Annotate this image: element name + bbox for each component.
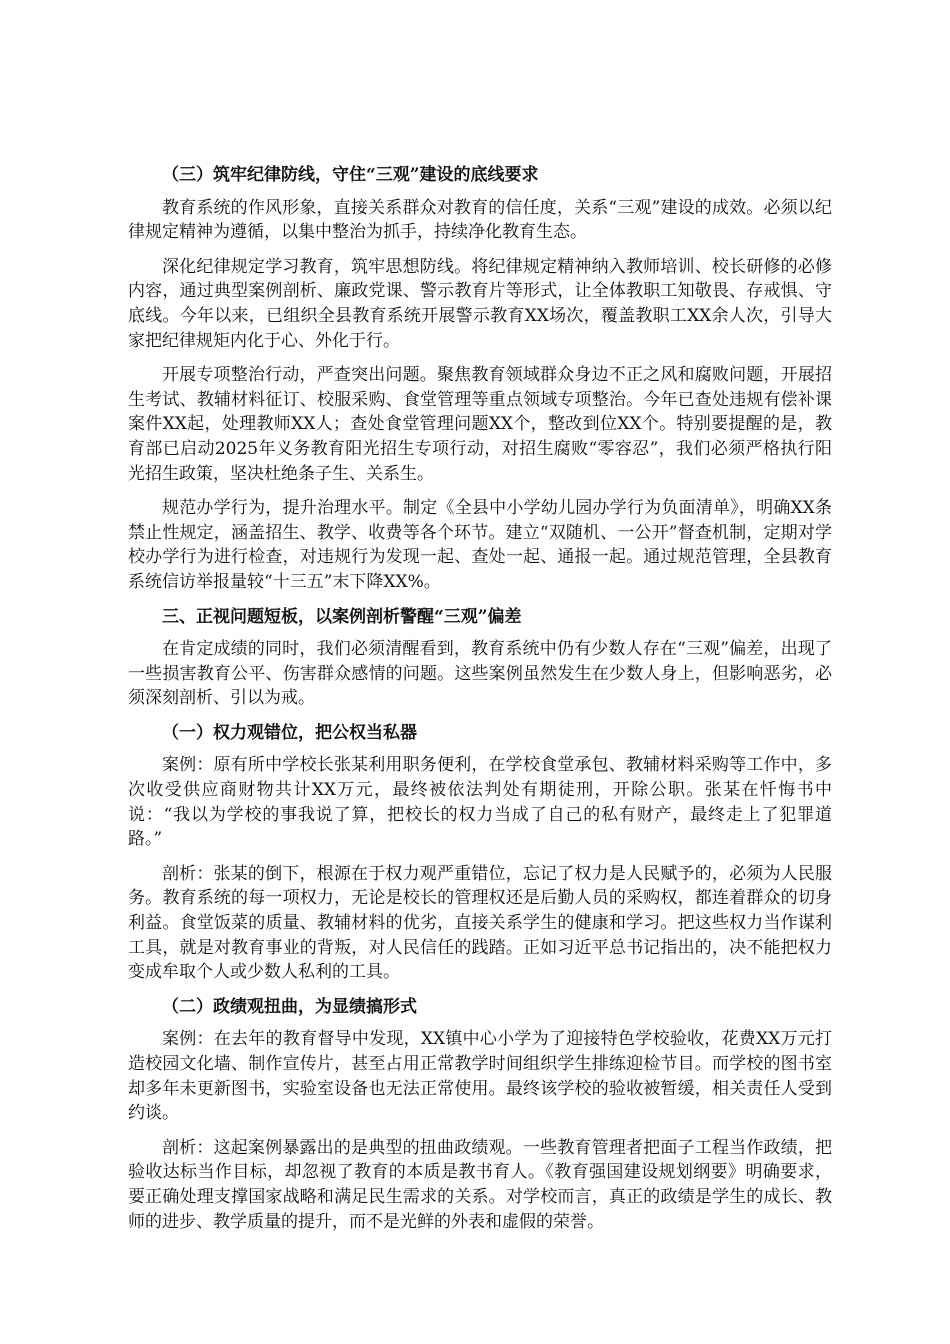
paragraph: 规范办学行为，提升治理水平。制定《全县中小学幼儿园办学行为负面清单》，明确XX条禁止性规定，涵盖招生、教学、收费等各个环节。建立“双随机、一公开”督查机制，定期对学校办学行为进行检查，对违规行为发现一起、查处一起、通报一起。通过规范管理，全县教育系统信访举报量较“十三五”末下降XX%。 [128, 498, 832, 592]
section-heading-achievement-view: （二）政绩观扭曲，为显绩搞形式 [162, 996, 417, 1017]
paragraph: 案例：在去年的教育督导中发现，XX镇中心小学为了迎接特色学校验收，花费XX万元打造校园文化墙、制作宣传片，甚至占用正常教学时间组织学生排练迎检节目。而学校的图书室却多年未更新图书，实验室设备也无法正常使用。最终该学校的验收被暂缓，相关责任人受到约谈。 [128, 1029, 832, 1124]
paragraph: 教育系统的作风形象，直接关系群众对教育的信任度，关系“三观”建设的成效。必须以纪律规定精神为遵循，以集中整治为抓手，持续净化教育生态。 [128, 197, 832, 243]
chapter-heading-problems: 三、正视问题短板，以案例剖析警醒“三观”偏差 [162, 606, 522, 627]
paragraph: 剖析：张某的倒下，根源在于权力观严重错位，忘记了权力是人民赋予的，必须为人民服务。教育系统的每一项权力，无论是校长的管理权还是后勤人员的采购权，都连着群众的切身利益。食堂饭菜的质量、教辅材料的优劣，直接关系学生的健康和学习。把这些权力当作谋利工具，就是对教育事业的背叛，对人民信任的践踏。正如习近平总书记指出的，决不能把权力变成牟取个人或少数人私利的工具。 [128, 863, 832, 983]
paragraph: 案例：原有所中学校长张某利用职务便利，在学校食堂承包、教辅材料采购等工作中，多次收受供应商财物共计XX万元，最终被依法判处有期徒刑，开除公职。张某在忏悔书中说：“我以为学校的事我说了算，把校长的权力当成了自己的私有财产，最终走上了犯罪道路。” [128, 755, 832, 850]
paragraph: 在肯定成绩的同时，我们必须清醒看到，教育系统中仍有少数人存在“三观”偏差，出现了一些损害教育公平、伤害群众感情的问题。这些案例虽然发生在少数人身上，但影响恶劣，必须深刻剖析、引以为戒。 [128, 639, 832, 709]
paragraph: 深化纪律规定学习教育，筑牢思想防线。将纪律规定精神纳入教师培训、校长研修的必修内容，通过典型案例剖析、廉政党课、警示教育片等形式，让全体教职工知敬畏、存戒惧、守底线。今年以来，已组织全县教育系统开展警示教育XX场次，覆盖教职工XX余人次，引导大家把纪律规矩内化于心、外化于行。 [128, 256, 832, 351]
paragraph: 剖析：这起案例暴露出的是典型的扭曲政绩观。一些教育管理者把面子工程当作政绩，把验收达标当作目标，却忽视了教育的本质是教书育人。《教育强国建设规划纲要》明确要求，要正确处理支撑国家战略和满足民生需求的关系。对学校而言，真正的政绩是学生的成长、教师的进步、教学质量的提升，而不是光鲜的外表和虚假的荣誉。 [128, 1137, 832, 1232]
section-heading-power-view: （一）权力观错位，把公权当私器 [162, 722, 417, 743]
section-heading-discipline: （三）筑牢纪律防线，守住“三观”建设的底线要求 [162, 165, 539, 185]
paragraph: 开展专项整治行动，严查突出问题。聚焦教育领域群众身边不正之风和腐败问题，开展招生考试、教辅材料征订、校服采购、食堂管理等重点领域专项整治。今年已查处违规有偿补课案件XX起，处理教师XX人；查处食堂管理问题XX个，整改到位XX个。特别要提醒的是，教育部已启动2025年义务教育阳光招生专项行动，对招生腐败“零容忍”，我们必须严格执行阳光招生政策，坚决杜绝条子生、关系生。 [128, 365, 832, 484]
document-body [128, 163, 832, 1244]
